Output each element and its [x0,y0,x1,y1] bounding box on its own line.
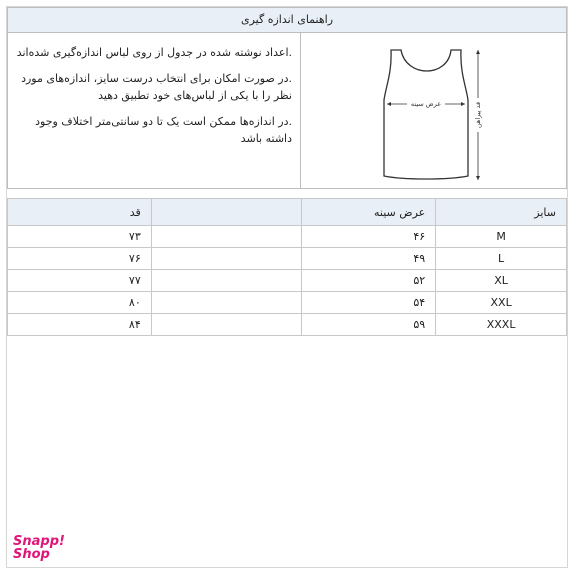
header-height: قد [8,199,152,226]
size-table [7,198,567,336]
cell-chest: ۴۹ [302,248,436,270]
cell-size: XXL [436,292,567,314]
cell-size: L [436,248,567,270]
height-label: قد پیراهن [474,101,482,129]
tank-top-diagram [378,38,488,188]
cell-height: ۸۰ [8,292,152,314]
cell-chest: ۵۴ [302,292,436,314]
guide-note: .در اندازه‌ها ممکن است یک تا دو سانتی‌متر اختلاف وجود داشته باشد [35,115,292,145]
measurement-guide [7,7,567,189]
header-size: سایز [436,199,567,226]
cell-height: ۷۶ [8,248,152,270]
header-chest-width: عرض سینه [302,199,436,226]
table-row [8,270,567,292]
chest-label: عرض سینه [410,100,442,108]
cell-height: ۷۷ [8,270,152,292]
cell-blank [151,226,302,248]
logo-line-1: Snapp! [13,534,65,549]
cell-chest: ۵۹ [302,314,436,336]
guide-divider [300,33,301,189]
table-row [8,226,567,248]
guide-note: .در صورت امکان برای انتخاب درست سایز، اندازه‌های مورد نظر را با یکی از لباس‌های خود تطبیق دهید [21,72,292,102]
cell-size: XL [436,270,567,292]
header-blank [151,199,302,226]
cell-height: ۷۳ [8,226,152,248]
guide-title: راهنمای اندازه گیری [8,8,566,33]
table-row [8,314,567,336]
cell-size: M [436,226,567,248]
cell-size: XXXL [436,314,567,336]
table-row [8,248,567,270]
cell-height: ۸۴ [8,314,152,336]
guide-notes [16,44,292,156]
cell-chest: ۴۶ [302,226,436,248]
snapp-shop-logo [13,535,73,561]
cell-blank [151,270,302,292]
cell-chest: ۵۲ [302,270,436,292]
cell-blank [151,292,302,314]
table-row [8,292,567,314]
cell-blank [151,248,302,270]
logo-line-2: Shop [13,547,50,562]
size-table-header [8,199,567,226]
guide-note: .اعداد نوشته شده در جدول از روی لباس اندازه‌گیری شده‌اند [16,46,292,59]
tank-top-outline [384,50,468,179]
cell-blank [151,314,302,336]
